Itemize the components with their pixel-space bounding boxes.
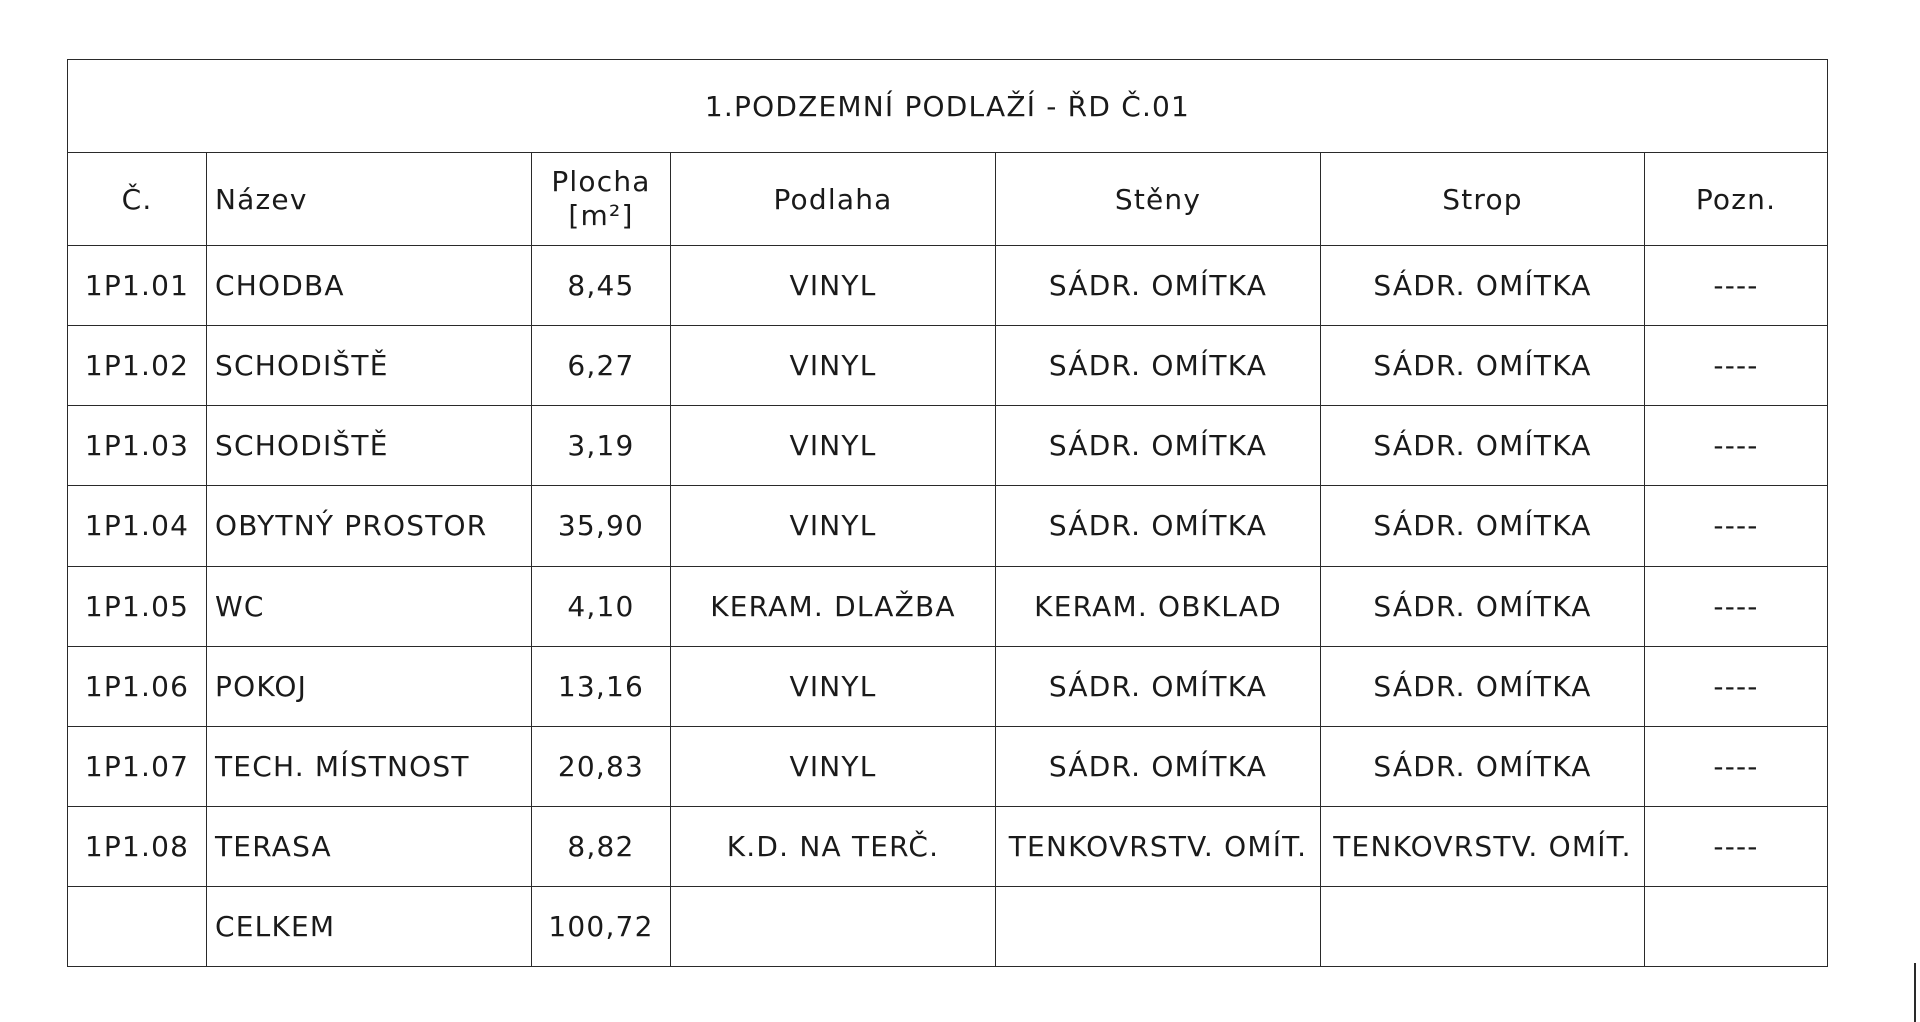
cell-steny: KERAM. OBKLAD [996, 566, 1321, 646]
cell-cislo: 1P1.05 [68, 566, 207, 646]
table-row [68, 246, 1828, 326]
cell-nazev: SCHODIŠTĚ [207, 326, 532, 406]
table-row [68, 486, 1828, 566]
cell-podlaha: KERAM. DLAŽBA [671, 566, 996, 646]
cell-strop: TENKOVRSTV. OMÍT. [1321, 806, 1645, 886]
total-empty-podlaha [671, 886, 996, 966]
cell-plocha: 35,90 [532, 486, 671, 566]
header-nazev: Název [207, 153, 532, 246]
total-empty-steny [996, 886, 1321, 966]
cell-pozn: ---- [1645, 726, 1828, 806]
cell-cislo: 1P1.04 [68, 486, 207, 566]
table-row [68, 806, 1828, 886]
table-title: 1.PODZEMNÍ PODLAŽÍ - ŘD Č.01 [68, 60, 1828, 153]
total-empty-strop [1321, 886, 1645, 966]
total-empty-pozn [1645, 886, 1828, 966]
cell-nazev: TERASA [207, 806, 532, 886]
cell-strop: SÁDR. OMÍTKA [1321, 566, 1645, 646]
header-plocha [532, 153, 671, 246]
cell-strop: SÁDR. OMÍTKA [1321, 406, 1645, 486]
total-empty-cislo [68, 886, 207, 966]
table-title-row [68, 60, 1828, 153]
cell-nazev: TECH. MÍSTNOST [207, 726, 532, 806]
cell-strop: SÁDR. OMÍTKA [1321, 486, 1645, 566]
cell-pozn: ---- [1645, 326, 1828, 406]
cell-plocha: 13,16 [532, 646, 671, 726]
cell-podlaha: VINYL [671, 406, 996, 486]
cell-strop: SÁDR. OMÍTKA [1321, 726, 1645, 806]
table-row [68, 646, 1828, 726]
cell-plocha: 3,19 [532, 406, 671, 486]
cell-steny: SÁDR. OMÍTKA [996, 326, 1321, 406]
cell-steny: SÁDR. OMÍTKA [996, 406, 1321, 486]
edge-line [1914, 963, 1916, 1022]
header-plocha-unit: [m²] [568, 199, 634, 233]
cell-steny: SÁDR. OMÍTKA [996, 246, 1321, 326]
cell-plocha: 4,10 [532, 566, 671, 646]
table-row [68, 406, 1828, 486]
header-podlaha: Podlaha [671, 153, 996, 246]
header-pozn: Pozn. [1645, 153, 1828, 246]
header-plocha-label: Plocha [551, 165, 651, 199]
header-steny: Stěny [996, 153, 1321, 246]
cell-plocha: 8,45 [532, 246, 671, 326]
cell-strop: SÁDR. OMÍTKA [1321, 326, 1645, 406]
cell-pozn: ---- [1645, 806, 1828, 886]
cell-steny: SÁDR. OMÍTKA [996, 646, 1321, 726]
table-row [68, 726, 1828, 806]
cell-cislo: 1P1.07 [68, 726, 207, 806]
cell-nazev: POKOJ [207, 646, 532, 726]
room-schedule-sheet [67, 59, 1827, 967]
cell-podlaha: K.D. NA TERČ. [671, 806, 996, 886]
cell-nazev: WC [207, 566, 532, 646]
cell-plocha: 8,82 [532, 806, 671, 886]
room-schedule-table [67, 59, 1828, 967]
cell-strop: SÁDR. OMÍTKA [1321, 246, 1645, 326]
cell-pozn: ---- [1645, 406, 1828, 486]
cell-cislo: 1P1.01 [68, 246, 207, 326]
table-total-row [68, 886, 1828, 966]
cell-podlaha: VINYL [671, 246, 996, 326]
cell-pozn: ---- [1645, 646, 1828, 726]
cell-cislo: 1P1.08 [68, 806, 207, 886]
cell-nazev: OBYTNÝ PROSTOR [207, 486, 532, 566]
total-label: CELKEM [207, 886, 532, 966]
cell-plocha: 6,27 [532, 326, 671, 406]
header-strop: Strop [1321, 153, 1645, 246]
cell-pozn: ---- [1645, 486, 1828, 566]
cell-steny: TENKOVRSTV. OMÍT. [996, 806, 1321, 886]
total-plocha: 100,72 [532, 886, 671, 966]
cell-podlaha: VINYL [671, 726, 996, 806]
cell-steny: SÁDR. OMÍTKA [996, 486, 1321, 566]
cell-plocha: 20,83 [532, 726, 671, 806]
table-header-row [68, 153, 1828, 246]
cell-pozn: ---- [1645, 246, 1828, 326]
cell-cislo: 1P1.02 [68, 326, 207, 406]
cell-strop: SÁDR. OMÍTKA [1321, 646, 1645, 726]
cell-podlaha: VINYL [671, 646, 996, 726]
header-cislo: Č. [68, 153, 207, 246]
cell-nazev: CHODBA [207, 246, 532, 326]
cell-podlaha: VINYL [671, 326, 996, 406]
cell-cislo: 1P1.06 [68, 646, 207, 726]
cell-steny: SÁDR. OMÍTKA [996, 726, 1321, 806]
cell-pozn: ---- [1645, 566, 1828, 646]
cell-nazev: SCHODIŠTĚ [207, 406, 532, 486]
cell-cislo: 1P1.03 [68, 406, 207, 486]
table-row [68, 566, 1828, 646]
cell-podlaha: VINYL [671, 486, 996, 566]
table-row [68, 326, 1828, 406]
